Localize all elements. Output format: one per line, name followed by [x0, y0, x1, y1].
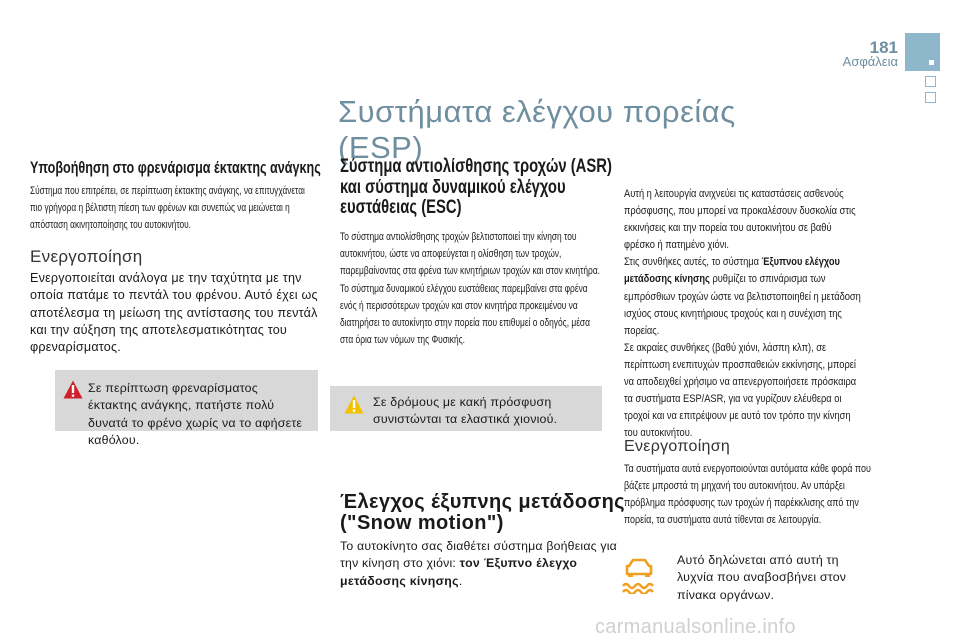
page-title: Συστήματα ελέγχου πορείας (ESP) [338, 94, 736, 165]
systems-activation-subheading: Ενεργοποίηση [624, 438, 731, 455]
asr-esc-heading: Σύστημα αντιολίσθησης τροχών (ASR) και σύστημα δυναμικού ελέγχου ευστάθειας (ESC) [340, 156, 612, 219]
paragraph-2-prefix: Στις συνθήκες αυτές, το σύστημα [624, 256, 762, 269]
snow-motion-description [624, 186, 863, 442]
esc-body-paragraph: Το σύστημα δυναμικού ελέγχου ευστάθειας παρεμβαίνει στα φρένα ενός ή περισσότερων τροχών και στον κινητήρα προκειμένου να διατηρήσει το αυτοκίνητο στην πορεία που επιθυμεί ο οδηγός, μέσα στα όρια των νόμων της Φυσικής. [340, 282, 590, 347]
brake-assist-heading: Υποβοήθηση στο φρενάρισμα έκτακτης ανάγκης [30, 158, 321, 177]
info-note-text: Σε δρόμους με κακή πρόσφυση συνιστώνται τα ελαστικά χιονιού. [373, 395, 558, 427]
systems-activation-body: Τα συστήματα αυτά ενεργοποιούνται αυτόματα κάθε φορά που βάζετε μπροστά τη μηχανή του αυτοκινήτου. Αν υπάρξει πρόβλημα πρόσφυσης των τροχών ή παρέκκλισης από την πορεία, τα συστήματα αυτά τίθενται σε λειτουργία. [624, 463, 871, 527]
info-note-box [330, 386, 602, 431]
brake-assist-intro: Σύστημα που επιτρέπει, σε περίπτωση έκτακτης ανάγκης, να επιτυγχάνεται πιο γρήγορα η βέλτιστη πίεση των φρένων και συνεπώς να μειώνεται η απόσταση ακινητοποίησης του αυτοκινήτου. [30, 185, 305, 231]
activation-body: Ενεργοποιείται ανάλογα με την ταχύτητα με την οποία πατάμε το πεντάλ του φρένου. Αυτό έχει ως αποτέλεσμα τη μείωση της αντίστασης του πεντάλ και την αύξηση της αποτελεσματικότητας του φρεναρίσματος. [30, 271, 318, 355]
section-marker-square [925, 76, 936, 87]
snow-motion-body [340, 538, 630, 590]
paragraph-2-bold: Έξυπνου ελέγχου μετάδοσης κίνησης [624, 256, 840, 286]
description-paragraph-2 [624, 254, 863, 339]
asr-esc-body [340, 229, 603, 349]
warning-icon [63, 380, 83, 399]
section-label: Ασφάλεια [842, 54, 898, 69]
snow-motion-body-prefix: Το αυτοκίνητο σας διαθέτει σύστημα βοήθειας για την κίνηση στο χιόνι: [340, 539, 617, 571]
paragraph-2-suffix: ρυθμίζει το σπινάρισμα των εμπρόσθιων τροχών ώστε να βελτιστοποιηθεί η μετάδοση ισχύος στους κινητήριους τροχούς και η συνέχιση της πορείας. [624, 273, 861, 337]
asr-body-paragraph: Το σύστημα αντιολίσθησης τροχών βελτιστοποιεί την κίνηση του αυτοκινήτου, ώστε να αποφεύγεται η ολίσθηση των τροχών, παρεμβαίνοντας στα φρένα των κινητήριων τροχών και στον κινητήρα. [340, 231, 601, 278]
snow-motion-body-suffix: . [458, 573, 463, 588]
page-number: 181 [869, 38, 898, 57]
warning-note-text: Σε περίπτωση φρεναρίσματος έκτακτης ανάγκης, πατήστε πολύ δυνατά το φρένο χωρίς να το αφήσετε καθόλου. [88, 381, 303, 447]
watermark: carmanualsonline.info [595, 616, 796, 638]
snow-motion-body-bold: τον Έξυπνο έλεγχο μετάδοσης κίνησης [340, 556, 578, 588]
warning-note-box [55, 370, 318, 447]
description-paragraph-1: Αυτή η λειτουργία ανιχνεύει τις καταστάσεις ασθενούς πρόσφυσης, που μπορεί να προκαλέσουν δυσκολία στις εκκινήσεις και την πορεία του αυτοκινήτου σε βαθύ φρέσκο ή πατημένο χιόνι. [624, 188, 856, 252]
description-paragraph-3: Σε ακραίες συνθήκες (βαθύ χιόνι, λάσπη κλπ), σε περίπτωση ενεπιτυχών προσπαθειών εκκίνησης, μπορεί να αποδειχθεί χρήσιμο να απενεργοποιήσετε πρόσκαιρα τα συστήματα ESP/ASR, για να γυρίζουν ελέυθερα οι τροχοί και να επιτρέψουν με αυτό τον τρόπο την κίνηση του αυτοκινήτου. [624, 341, 857, 440]
activation-subheading: Ενεργοποίηση [30, 247, 143, 266]
info-icon [344, 395, 364, 414]
esp-lamp-icon [618, 556, 660, 594]
section-tab-marker [905, 33, 940, 71]
snow-motion-heading: Έλεγχος έξυπνης μετάδοσης ("Snow motion") [340, 491, 625, 534]
section-marker-square [925, 92, 936, 103]
lamp-note-text: Αυτό δηλώνεται από αυτή τη λυχνία που αναβοσβήνει στον πίνακα οργάνων. [677, 553, 847, 602]
